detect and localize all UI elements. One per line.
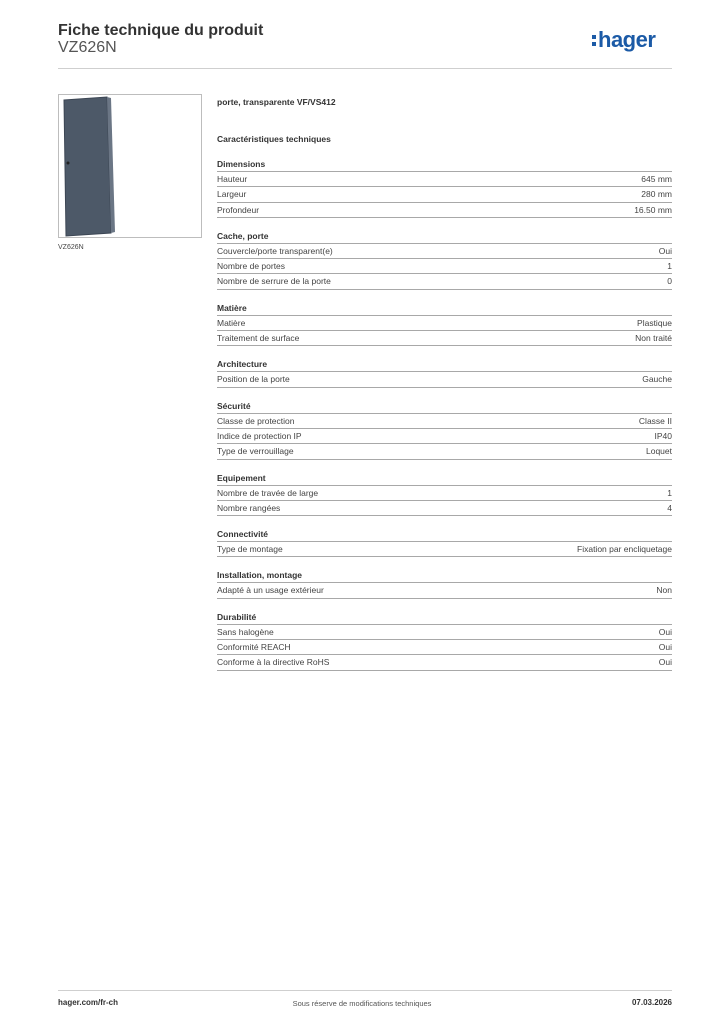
spec-row [217,413,672,428]
section-title: Dimensions [217,159,266,169]
spec-row [217,639,672,654]
spec-label: Nombre rangées [217,502,281,513]
spec-label: Profondeur [217,204,260,215]
spec-value: 280 mm [641,189,672,200]
spec-label: Indice de protection IP [217,430,302,441]
spec-row [217,500,672,516]
spec-value: Oui [658,245,672,256]
footer-disclaimer: Sous réserve de modifications techniques [292,999,432,1008]
footer-website[interactable]: hager.com/fr-ch [58,998,119,1007]
spec-value: Gauche [642,374,672,385]
door-hinge-dot [67,162,70,165]
spec-label: Adapté à un usage extérieur [217,585,324,596]
spec-value: Plastique [637,317,672,328]
spec-row [217,258,672,273]
image-caption: VZ626N [58,244,84,251]
spec-row [217,485,672,500]
spec-section [217,357,672,387]
characteristics-heading: Caractéristiques techniques [217,134,331,144]
spec-row [217,330,672,346]
spec-label: Conformité REACH [217,642,291,653]
spec-label: Conforme à la directive RoHS [217,657,330,668]
spec-row [217,443,672,459]
hager-logo [592,29,655,51]
document-title: Fiche technique du produit [58,22,264,39]
spec-section [217,527,672,557]
section-title: Cache, porte [217,230,269,241]
spec-label: Couvercle/porte transparent(e) [217,245,333,256]
spec-value: Non [656,585,672,596]
spec-label: Type de verrouillage [217,446,294,457]
spec-value: Non traité [635,333,672,344]
door-panel-shape [64,97,111,236]
spec-row [217,582,672,598]
spec-value: 16.50 mm [634,204,672,215]
section-title: Sécurité [217,400,251,411]
spec-content [217,95,672,671]
spec-label: Nombre de travée de large [217,487,319,498]
spec-value: Oui [658,626,672,637]
spec-section [217,399,672,460]
spec-row [217,243,672,258]
spec-value: IP40 [654,430,672,441]
header-divider [58,68,672,69]
spec-row [217,273,672,289]
spec-value: Classe II [638,415,672,426]
spec-label: Matière [217,317,246,328]
spec-section [217,301,672,347]
spec-value: Oui [658,657,672,668]
product-image [58,94,202,238]
spec-label: Largeur [217,189,247,200]
section-title: Durabilité [217,611,257,622]
section-title: Matière [217,302,247,313]
spec-label: Nombre de serrure de la porte [217,276,331,287]
spec-section [217,610,672,671]
spec-section [217,229,672,290]
spec-label: Sans halogène [217,626,274,637]
section-title: Connectivité [217,529,269,540]
spec-row [217,428,672,443]
spec-value: Oui [658,642,672,653]
spec-row [217,186,672,201]
section-title: Equipement [217,472,266,483]
section-title: Architecture [217,359,268,370]
spec-label: Traitement de surface [217,333,300,344]
spec-label: Position de la porte [217,374,290,385]
spec-row [217,654,672,670]
spec-row [217,202,672,218]
logo-text: hager [598,27,656,52]
product-description: porte, transparente VF/VS412 [217,97,336,107]
spec-value: Loquet [646,446,672,457]
spec-value: 1 [667,487,672,498]
spec-value: 645 mm [641,174,672,184]
spec-row [217,371,672,387]
spec-row [217,315,672,330]
spec-label: Hauteur [217,174,248,184]
spec-section [217,568,672,598]
spec-sections [217,157,672,671]
spec-label: Type de montage [217,544,283,555]
footer-divider [58,990,672,991]
spec-row [217,171,672,186]
spec-label: Nombre de portes [217,261,286,272]
spec-section [217,471,672,517]
section-title: Installation, montage [217,570,303,581]
footer-date: 07.03.2026 [631,998,672,1007]
spec-row [217,624,672,639]
spec-value: 0 [667,276,672,287]
spec-value: 1 [667,261,672,272]
product-reference: VZ626N [58,39,117,56]
spec-value: 4 [667,502,672,513]
spec-label: Classe de protection [217,415,295,426]
spec-section [217,157,672,218]
spec-value: Fixation par encliquetage [577,544,672,555]
spec-row [217,541,672,557]
logo-dots-icon [592,35,596,46]
